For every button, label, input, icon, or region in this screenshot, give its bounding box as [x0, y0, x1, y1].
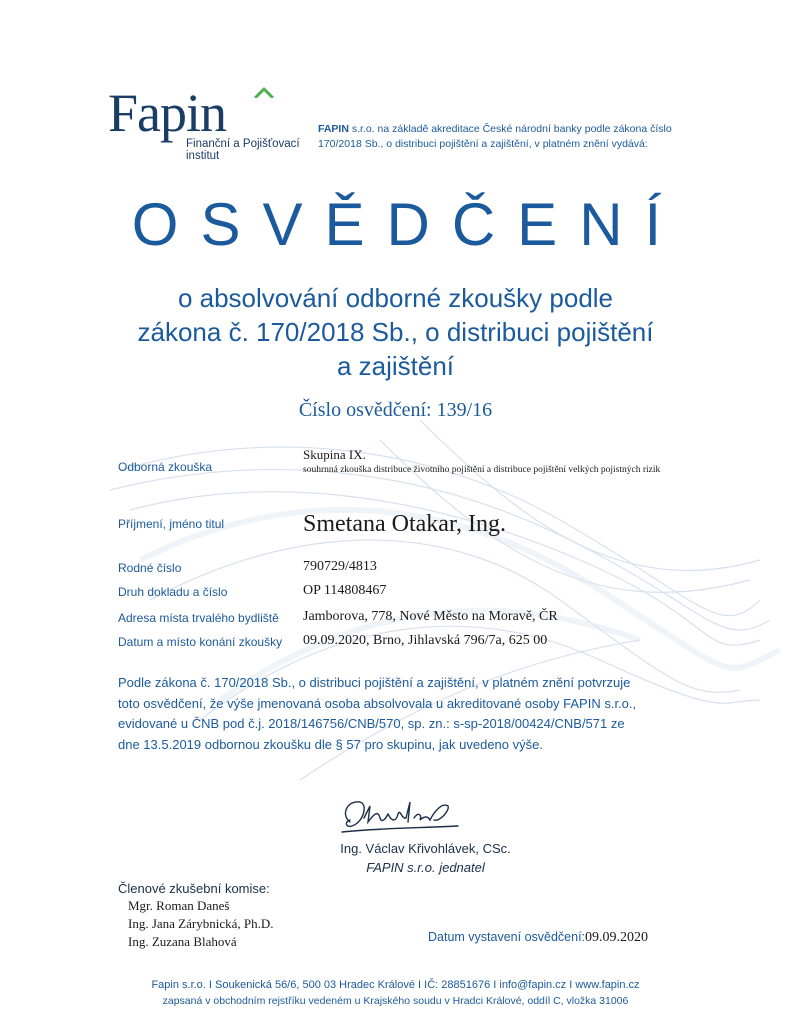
accreditation-company: FAPIN — [318, 123, 349, 135]
birth-number-value: 790729/4813 — [303, 559, 377, 574]
exam-group: Skupina IX. — [303, 447, 366, 462]
address-label: Adresa místa trvalého bydliště — [118, 611, 279, 625]
logo-subtitle-line1: Finanční a Pojišťovací — [186, 138, 300, 150]
name-label: Příjmení, jméno titul — [118, 517, 225, 531]
issue-date-value: 09.09.2020 — [585, 930, 649, 945]
committee-member: Mgr. Roman Daneš — [128, 898, 230, 913]
accreditation-text — [318, 122, 678, 151]
logo-subtitle-line2: institut — [186, 150, 220, 162]
issue-date-label: Datum vystavení osvědčení: — [428, 930, 586, 944]
exam-date-value: 09.09.2020, Brno, Jihlavská 796/7a, 625 00 — [303, 633, 548, 648]
exam-label: Odborná zkouška — [118, 460, 213, 474]
certificate-number: Číslo osvědčení: 139/16 — [298, 399, 493, 421]
logo-roof-icon — [254, 86, 274, 98]
committee-title: Členové zkušební komise: — [118, 881, 270, 896]
exam-date-label: Datum a místo konání zkoušky — [118, 635, 283, 649]
subtitle-line1: o absolvování odborné zkoušky podle — [177, 283, 614, 313]
statement-paragraph — [118, 673, 678, 755]
committee-member: Ing. Zuzana Blahová — [128, 934, 237, 949]
statement-line2: toto osvědčení, že výše jmenovaná osoba absolvovala u akreditované osoby FAPIN s.r.o., — [118, 695, 637, 711]
footer-contact: Fapin s.r.o. I Soukenická 56/6, 500 03 Hradec Králové I IČ: 28851676 I info@fapin.cz I www.fapin.cz — [151, 979, 640, 991]
exam-description: souhrnná zkouška distribuce životního pojištění a distribuce pojištění velkých pojistných rizik — [303, 465, 661, 475]
subtitle-line3: a zajištění — [336, 351, 455, 381]
logo-wordmark: Fapin — [108, 83, 227, 143]
statement-line4: dne 13.5.2019 odbornou zkoušku dle § 57 pro skupinu, jak uvedeno výše. — [118, 736, 543, 752]
document-value: OP 114808467 — [303, 583, 387, 598]
name-value: Smetana Otakar, Ing. — [303, 511, 506, 537]
committee-member: Ing. Jana Zárybnická, Ph.D. — [128, 916, 274, 931]
address-value: Jamborova, 778, Nové Město na Moravě, ČR — [303, 609, 558, 624]
statement-line1: Podle zákona č. 170/2018 Sb., o distribuci pojištění a zajištění, v platném znění potvrzuje — [118, 675, 631, 690]
document-label: Druh dokladu a číslo — [118, 585, 228, 599]
logo-subtitle — [186, 138, 300, 162]
accreditation-body: s.r.o. na základě akreditace České národní banky podle zákona číslo 170/2018 Sb., o distribuci pojištění a zajištění, v platném znění vydává: — [318, 123, 672, 150]
signatory-role: FAPIN s.r.o. jednatel — [366, 860, 485, 875]
statement-line3: evidované u ČNB pod č.j. 2018/146756/CNB/570, sp. zn.: s-sp-2018/00424/CNB/571 ze — [118, 716, 625, 731]
birth-number-label: Rodné číslo — [118, 561, 182, 575]
issue-date — [428, 928, 648, 947]
signatory-name: Ing. Václav Křivohlávek, CSc. — [340, 841, 511, 856]
footer-registry: zapsaná v obchodním rejstříku vedeném u Krajského soudu v Hradci Králové, oddíl C, vložka 31006 — [162, 995, 629, 1007]
handwritten-signature — [330, 792, 470, 842]
subtitle-line2: zákona č. 170/2018 Sb., o distribuci pojištění — [137, 317, 654, 347]
fapin-logo — [108, 83, 308, 186]
certificate-title: OSVĚDČENÍ — [131, 191, 684, 258]
